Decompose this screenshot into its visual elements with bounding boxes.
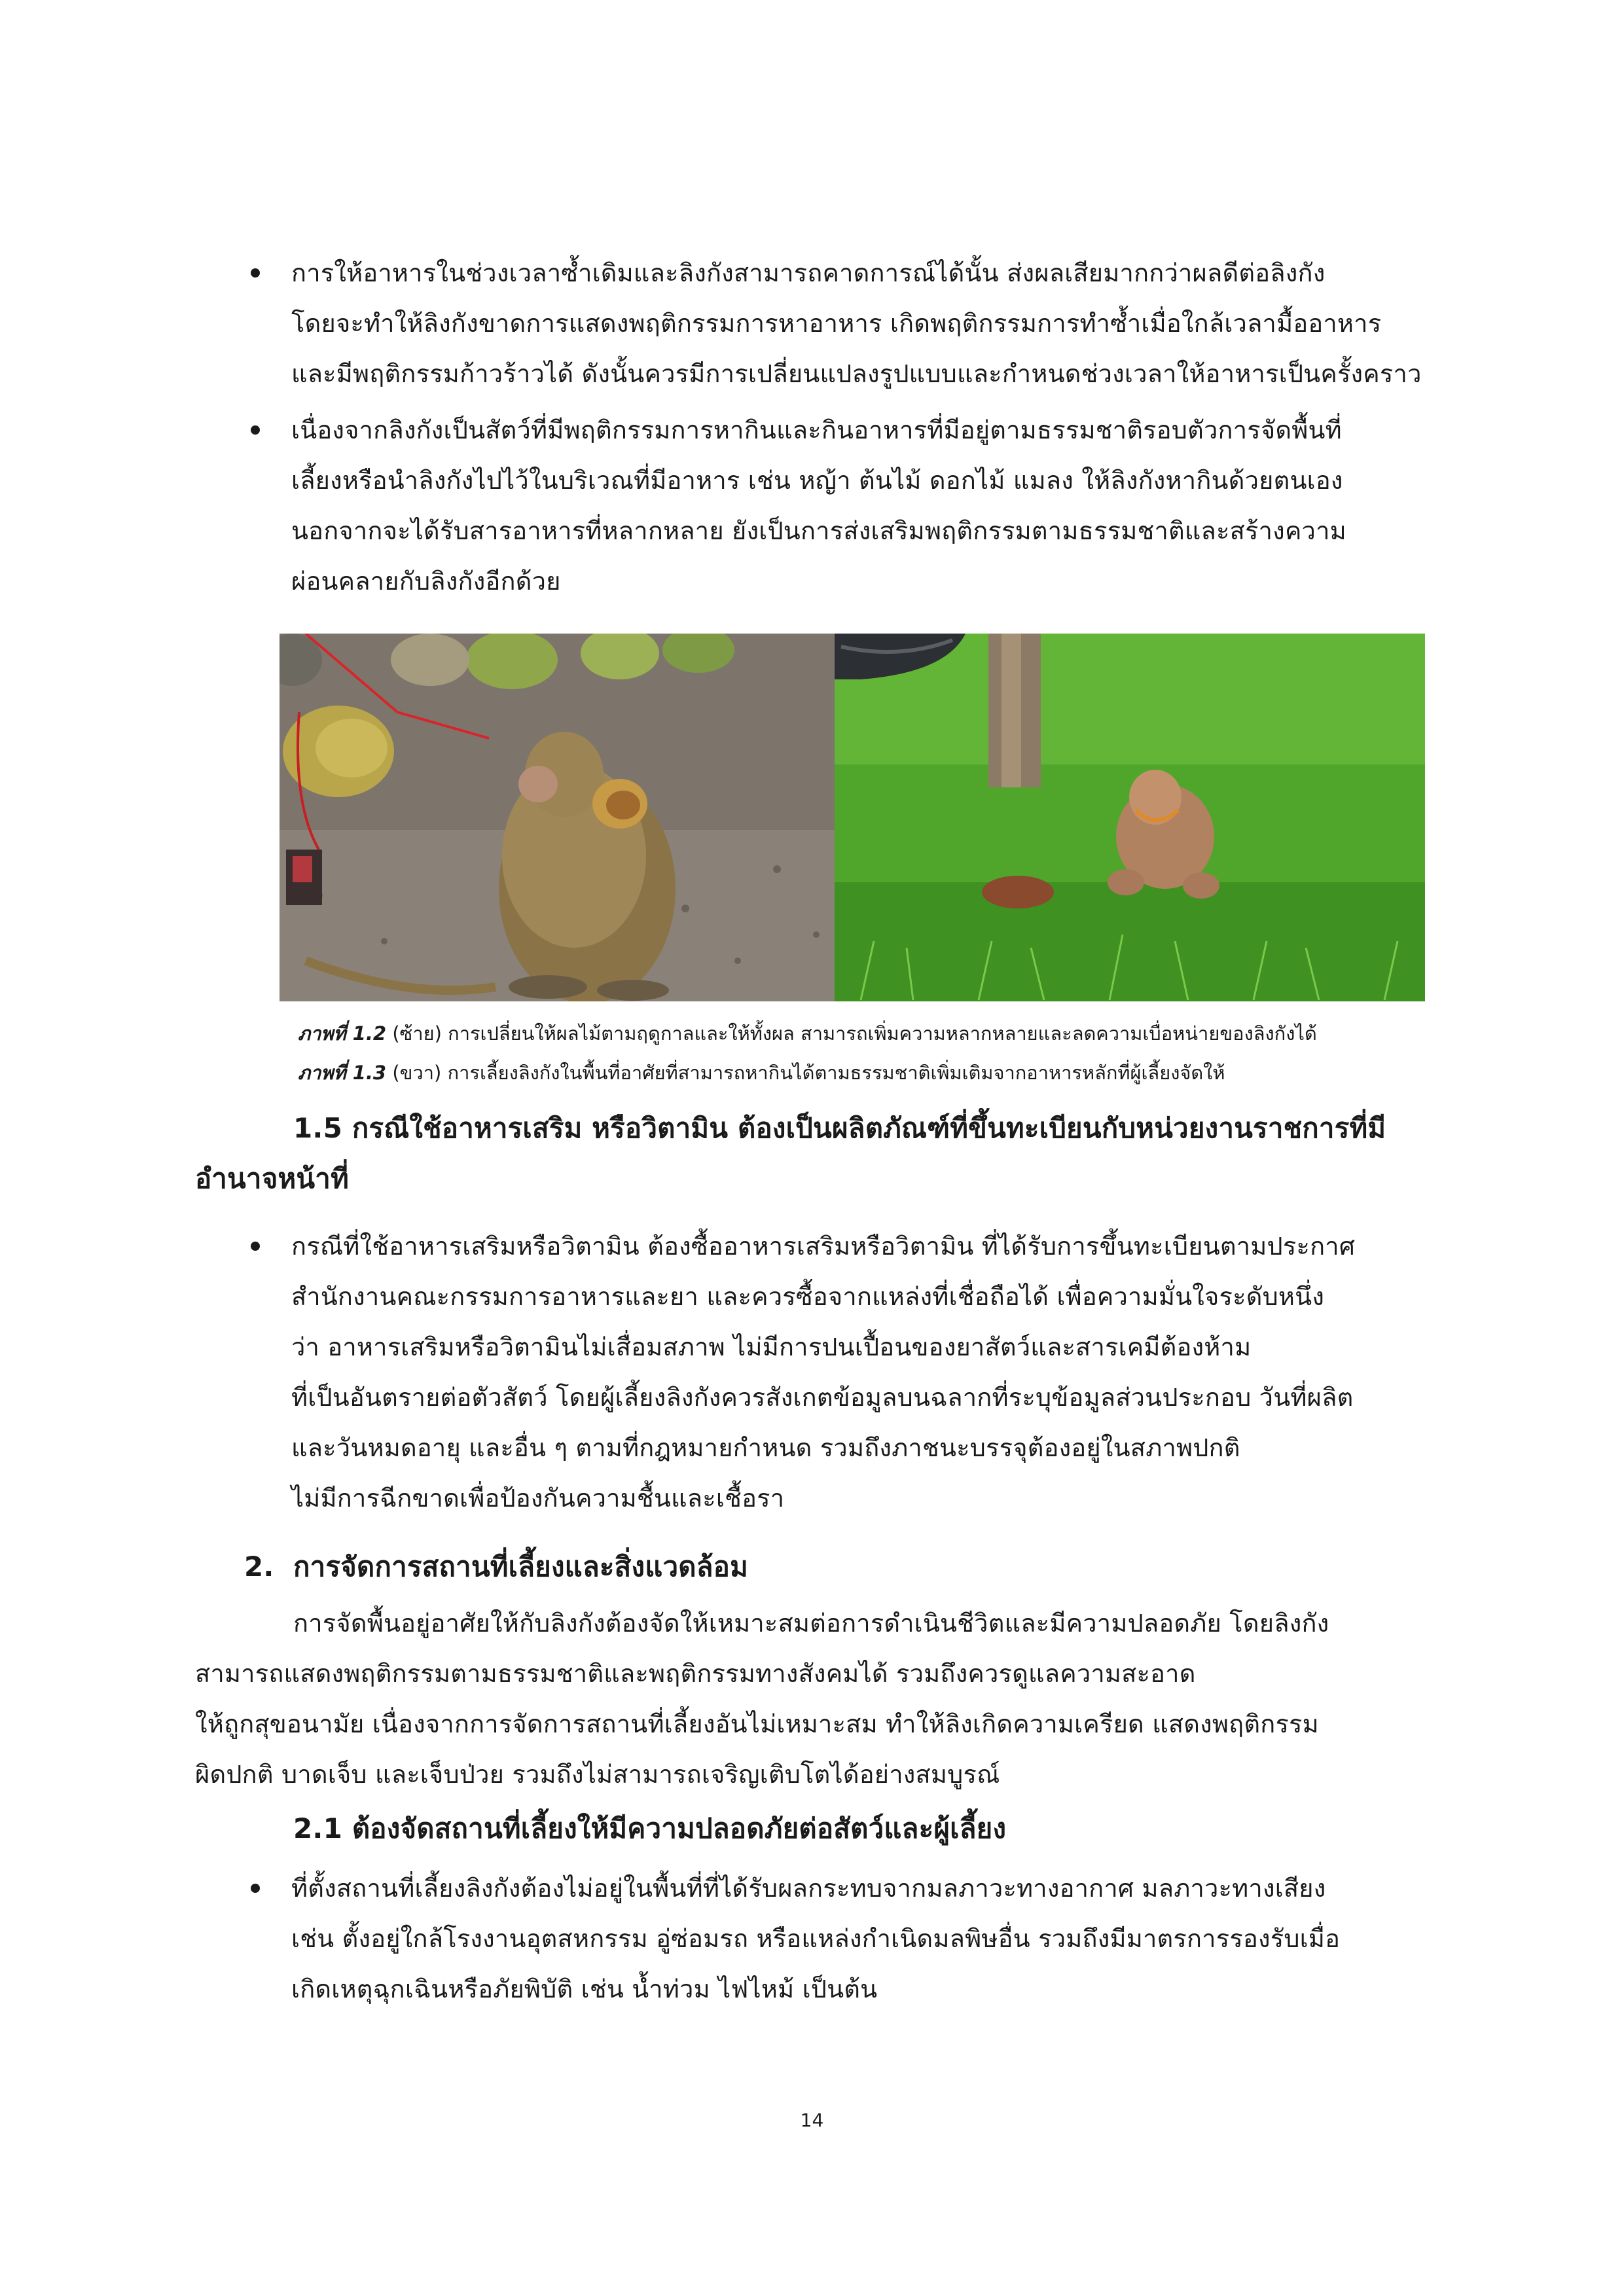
body-line: ที่เป็นอันตรายต่อตัวสัตว์ โดยผู้เลี้ยงลิงกังควรสังเกตข้อมูลบนฉลากที่ระบุข้อมูลส่วนประกอบ วันที่ผลิต [291,1383,1354,1412]
body-line: สำนักงานคณะกรรมการอาหารและยา และควรซื้อจากแหล่งที่เชื่อถือได้ เพื่อความมั่นใจระดับหนึ่ง [291,1282,1325,1311]
body-line: เกิดเหตุฉุกเฉินหรือภัยพิบัติ เช่น น้ำท่วม ไฟไหม้ เป็นต้น [291,1975,878,2003]
body-line: กรณีที่ใช้อาหารเสริมหรือวิตามิน ต้องซื้ออาหารเสริมหรือวิตามิน ที่ได้รับการขึ้นทะเบียนตามประกาศ [291,1232,1356,1261]
bullet-marker [251,425,260,435]
body-line: ไม่มีการฉีกขาดเพื่อป้องกันความชื้นและเชื้อรา [291,1484,785,1513]
caption-label: ภาพที่ 1.2 [298,1022,387,1045]
figure-caption-1-2 [298,1021,1317,1046]
photo-macaque-foraging-grass [835,634,1425,1001]
section-heading-2-1: 2.1 ต้องจัดสถานที่เลี้ยงให้มีความปลอดภัยต่อสัตว์และผู้เลี้ยง [293,1812,1007,1844]
bullet-marker [251,1242,260,1251]
section-heading-2: การจัดการสถานที่เลี้ยงและสิ่งแวดล้อม [293,1551,748,1583]
section-number-2: 2. [244,1551,274,1583]
bullet-marker [251,268,260,278]
body-line: เนื่องจากลิงกังเป็นสัตว์ที่มีพฤติกรรมการหากินและกินอาหารที่มีอยู่ตามธรรมชาติรอบตัวการจัดพื้นที่ [291,416,1342,444]
caption-label: ภาพที่ 1.3 [298,1062,387,1084]
body-line: สามารถแสดงพฤติกรรมตามธรรมชาติและพฤติกรรมทางสังคมได้ รวมถึงควรดูแลความสะอาด [195,1659,1196,1688]
caption-text: (ซ้าย) การเปลี่ยนให้ผลไม้ตามฤดูกาลและให้ทั้งผล สามารถเพิ่มความหลากหลายและลดความเบื่อหน่ายของลิงกังได้ [386,1022,1317,1045]
body-line: เช่น ตั้งอยู่ใกล้โรงงานอุตสหกรรม อู่ซ่อมรถ หรือแหล่งกำเนิดมลพิษอื่น รวมถึงมีมาตรการรองรับเมื่อ [291,1924,1341,1953]
figure-caption-1-3 [298,1060,1225,1085]
body-line: ผ่อนคลายกับลิงกังอีกด้วย [291,567,561,596]
body-line: ว่า อาหารเสริมหรือวิตามินไม่เสื่อมสภาพ ไม่มีการปนเปื้อนของยาสัตว์และสารเคมีต้องห้าม [291,1333,1252,1361]
body-line: และวันหมดอายุ และอื่น ๆ ตามที่กฎหมายกำหนด รวมถึงภาชนะบรรจุต้องอยู่ในสภาพปกติ [291,1433,1240,1462]
section-heading-1-5-cont: อำนาจหน้าที่ [195,1162,349,1194]
body-line: การจัดพื้นอยู่อาศัยให้กับลิงกังต้องจัดให้เหมาะสมต่อการดำเนินชีวิตและมีความปลอดภัย โดยลิงกัง [293,1609,1329,1638]
body-line: ที่ตั้งสถานที่เลี้ยงลิงกังต้องไม่อยู่ในพื้นที่ที่ได้รับผลกระทบจากมลภาวะทางอากาศ มลภาวะทางเสียง [291,1874,1326,1903]
body-line: การให้อาหารในช่วงเวลาซ้ำเดิมและลิงกังสามารถคาดการณ์ได้นั้น ส่งผลเสียมากกว่าผลดีต่อลิงกัง [291,259,1326,287]
section-heading-1-5: 1.5 กรณีใช้อาหารเสริม หรือวิตามิน ต้องเป็นผลิตภัณฑ์ที่ขึ้นทะเบียนกับหน่วยงานราชการที่มี [293,1112,1386,1144]
body-line: นอกจากจะได้รับสารอาหารที่หลากหลาย ยังเป็นการส่งเสริมพฤติกรรมตามธรรมชาติและสร้างความ [291,516,1346,545]
body-line: ให้ถูกสุขอนามัย เนื่องจากการจัดการสถานที่เลี้ยงอันไม่เหมาะสม ทำให้ลิงเกิดความเครียด แสดงพฤติกรรม [195,1710,1319,1738]
caption-text: (ขวา) การเลี้ยงลิงกังในพื้นที่อาศัยที่สามารถหากินได้ตามธรรมชาติเพิ่มเติมจากอาหารหลักที่ผู้เลี้ยงจัดให้ [386,1062,1225,1084]
photo-macaque-eating-fruit [280,634,835,1001]
body-line: เลี้ยงหรือนำลิงกังไปไว้ในบริเวณที่มีอาหาร เช่น หญ้า ต้นไม้ ดอกไม้ แมลง ให้ลิงกังหากินด้วยตนเอง [291,466,1343,495]
body-line: โดยจะทำให้ลิงกังขาดการแสดงพฤติกรรมการหาอาหาร เกิดพฤติกรรมการทำซ้ำเมื่อใกล้เวลามื้ออาหาร [291,309,1382,338]
body-line: ผิดปกติ บาดเจ็บ และเจ็บป่วย รวมถึงไม่สามารถเจริญเติบโตได้อย่างสมบูรณ์ [195,1760,1000,1789]
page-number: 14 [800,2109,824,2131]
body-line: และมีพฤติกรรมก้าวร้าวได้ ดังนั้นควรมีการเปลี่ยนแปลงรูปแบบและกำหนดช่วงเวลาให้อาหารเป็นครั้งคราว [291,359,1422,388]
bullet-marker [251,1884,260,1893]
